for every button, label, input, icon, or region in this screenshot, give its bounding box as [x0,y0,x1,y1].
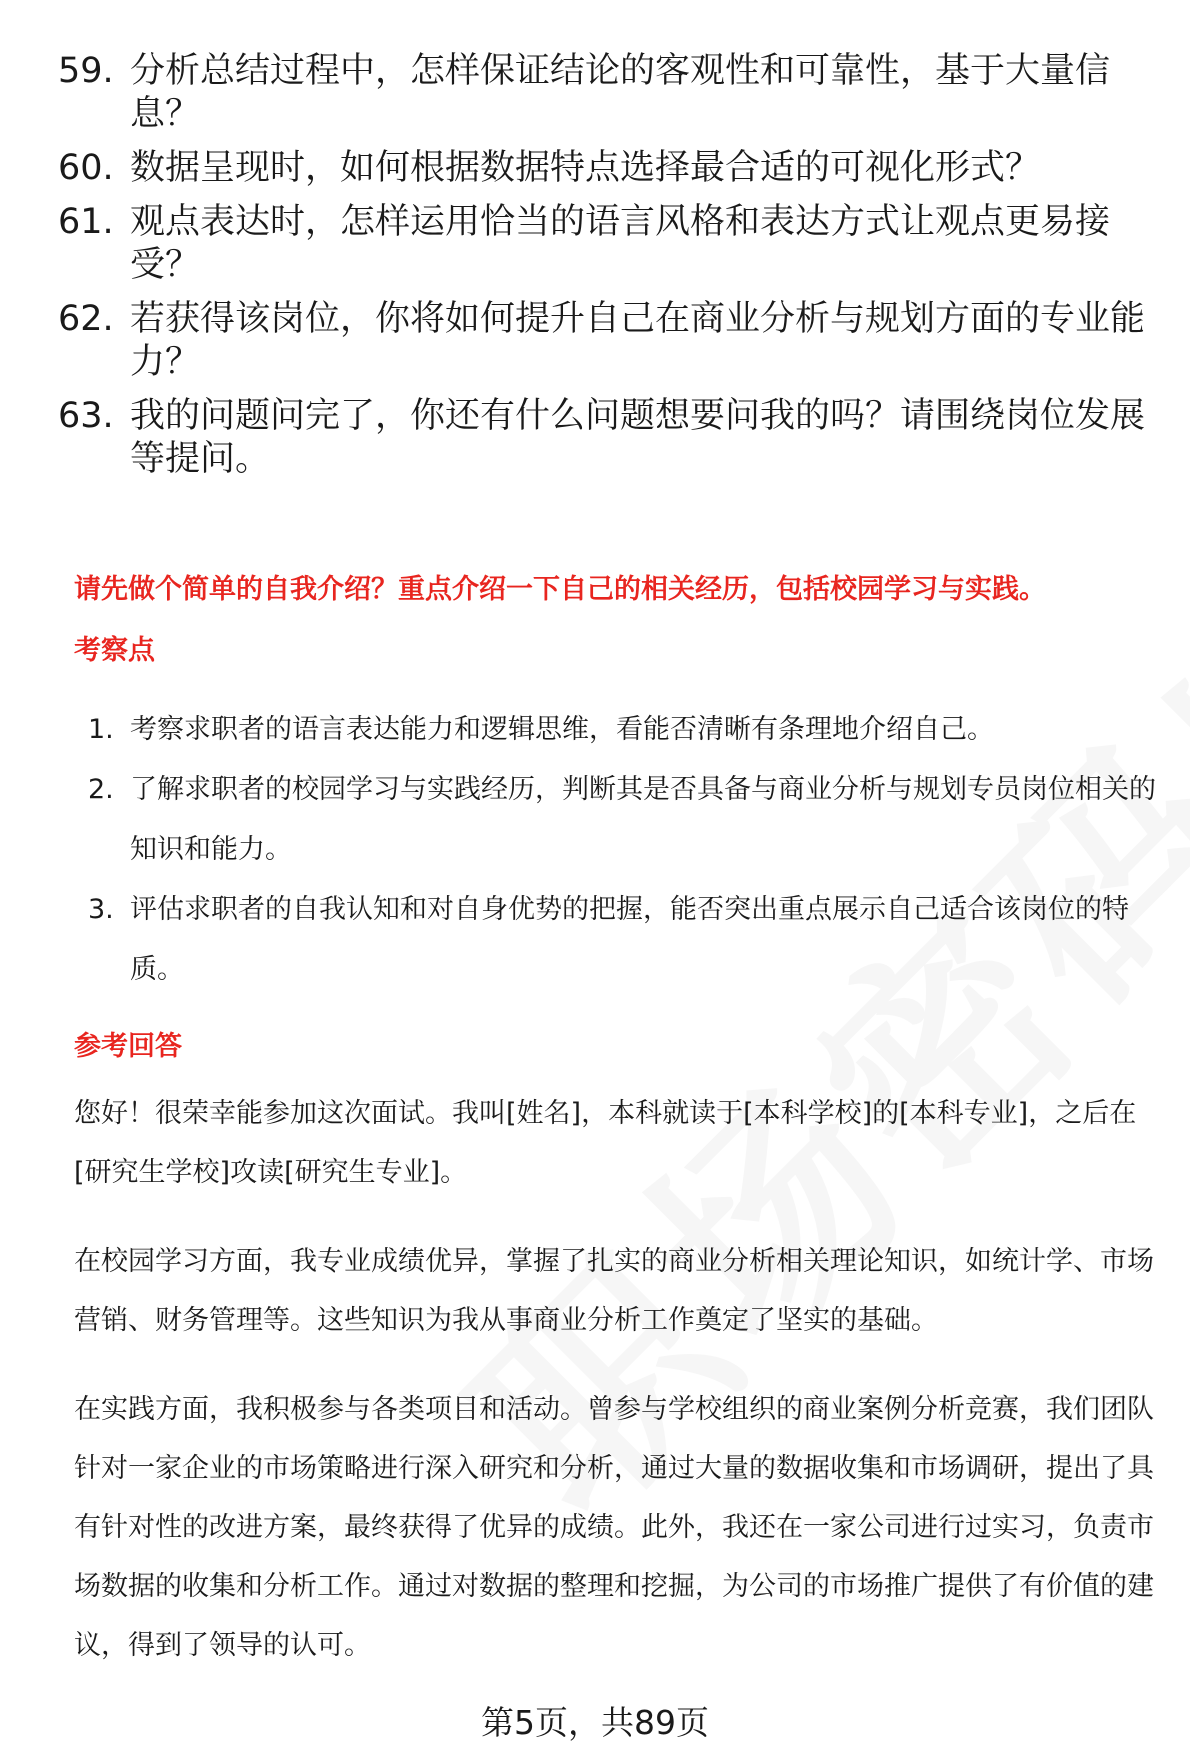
exam-points-list [88,700,1158,1000]
question-text: 数据呈现时，如何根据数据特点选择最合适的可视化形式？ [130,148,1041,188]
exam-point-item [88,760,1158,880]
section-question: 请先做个简单的自我介绍？重点介绍一下自己的相关经历，包括校园学习与实践。 [74,574,1046,605]
page-footer: 第5页，共89页 [481,1703,709,1742]
question-item [58,298,1158,384]
answer-paragraph: 您好！很荣幸能参加这次面试。我叫[姓名]，本科就读于[本科学校]的[本科专业]，之后在[研究生学校]攻读[研究生专业]。 [74,1098,1137,1188]
answer-paragraph: 在校园学习方面，我专业成绩优异，掌握了扎实的商业分析相关理论知识，如统计学、市场营销、财务管理等。这些知识为我从事商业分析工作奠定了坚实的基础。 [74,1246,1154,1336]
question-number: 62. [58,299,114,339]
exam-point-number: 2. [88,774,114,805]
answer-body [74,1084,1164,1705]
question-number: 61. [58,202,114,242]
question-number: 63. [58,396,114,436]
exam-points-heading: 考察点 [74,635,155,666]
exam-point-item [88,700,1158,760]
exam-point-text: 考察求职者的语言表达能力和逻辑思维，看能否清晰有条理地介绍自己。 [130,714,994,745]
question-number: 59. [58,51,114,91]
question-item [58,201,1158,287]
question-text: 若获得该岗位，你将如何提升自己在商业分析与规划方面的专业能力？ [130,299,1146,382]
exam-point-number: 3. [88,894,114,925]
question-text: 观点表达时，怎样运用恰当的语言风格和表达方式让观点更易接受？ [130,202,1111,285]
question-item [58,50,1158,136]
question-number: 60. [58,148,114,188]
answer-heading: 参考回答 [74,1031,182,1062]
exam-point-item [88,880,1158,1000]
exam-point-text: 了解求职者的校园学习与实践经历，判断其是否具备与商业分析与规划专员岗位相关的知识和能力。 [130,774,1156,865]
answer-paragraph: 在实践方面，我积极参与各类项目和活动。曾参与学校组织的商业案例分析竞赛，我们团队针对一家企业的市场策略进行深入研究和分析，通过大量的数据收集和市场调研，提出了具有针对性的改进方案，最终获得了优异的成绩。此外，我还在一家公司进行过实习，负责市场数据的收集和分析工作。通过对数据的整理和挖掘，为公司的市场推广提供了有价值的建议，得到了领导的认可。 [74,1394,1154,1661]
exam-point-text: 评估求职者的自我认知和对自身优势的把握，能否突出重点展示自己适合该岗位的特质。 [130,894,1129,985]
question-text: 我的问题问完了，你还有什么问题想要问我的吗？请围绕岗位发展等提问。 [130,396,1146,479]
exam-point-number: 1. [88,714,114,745]
question-item [58,395,1158,481]
question-text: 分析总结过程中，怎样保证结论的客观性和可靠性，基于大量信息？ [130,51,1111,134]
question-list [58,50,1158,492]
question-item [58,147,1158,190]
